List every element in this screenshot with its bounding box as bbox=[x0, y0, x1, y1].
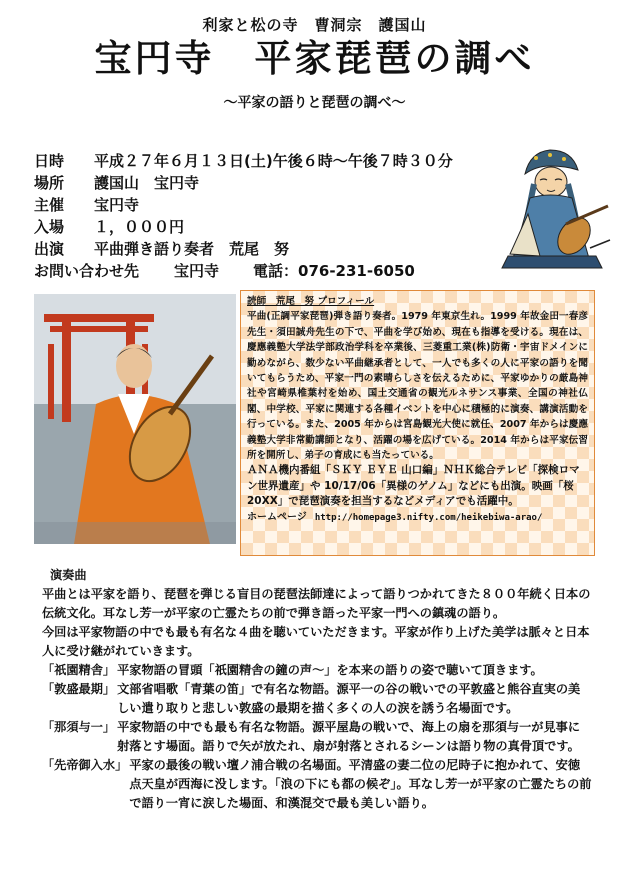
host-value: 宝円寺 bbox=[94, 196, 140, 214]
info-place-row bbox=[34, 172, 199, 194]
profile-media: ＡＮＡ機内番組「ＳＫＹ ＥＹＥ 山口編」ＮＨＫ総合テレビ「探検ロマン世界遺産」や 10/17/06「異様のゲノム」などにも出演。映画「桜 20XX」で琵琶演奏を担当するなどメディアでも活躍中。 bbox=[247, 464, 580, 508]
performer-label: 出演 bbox=[34, 240, 65, 258]
host-label: 主催 bbox=[34, 196, 65, 214]
date-value: 平成２７年６月１３日(土)午後６時～午後７時３０分 bbox=[94, 152, 453, 170]
contact-phone: 電話：076-231-6050 bbox=[253, 262, 415, 280]
info-host-row bbox=[34, 194, 139, 216]
performer-photo bbox=[34, 294, 236, 544]
info-performer-row bbox=[34, 238, 289, 260]
song-item bbox=[42, 661, 592, 680]
event-tagline: ～平家の語りと琵琶の調べ～ bbox=[223, 95, 406, 111]
performer-value: 平曲弾き語り奏者 荒尾 努 bbox=[94, 240, 290, 258]
song-item bbox=[42, 756, 592, 813]
info-fee-row bbox=[34, 216, 184, 238]
contact-value: 宝円寺 bbox=[174, 262, 220, 280]
fee-label: 入場 bbox=[34, 218, 65, 236]
profile-homepage bbox=[247, 510, 588, 526]
program-intro-1: 平曲とは平家を語り、琵琶を弾じる盲目の琵琶法師達によって語りつかれてきた８００年続く日本の伝統文化。耳なし芳一が平家の亡霊たちの前で弾き語った平家一門への鎮魂の語り。 bbox=[42, 587, 591, 620]
profile-body: 平曲(正調平家琵琶)弾き語り奏者。1979 年東京生れ。1999 年故金田一春彦先生・須田誠舟先生の下で、平曲を学び始め、現在も指導を受ける。現在は、慶應義塾大学法学部政治学科を卒業後、三菱重工業(株)防衛・宇宙ドメインに勤めながら、数少ない平曲継承者として、一人でも多くの人に平家の語りを聞いてもらうため、平家一門の素晴らしさを伝えるために、平家ゆかりの厳島神社や宮崎県椎葉村を始め、国土交通省の観光ルネサンス事業、全国の神社仏閣、中学校、平家に関連する各種イベントを中心に積極的に演奏、講演活動を行っている。また、2005 年からは宮島観光大使に就任、2007 年からは慶應義塾大学非常勤講師となり、活躍の場を広げている。2014 年からは平家伝習所を開所し、弟子の育成にも当たっている。 bbox=[247, 311, 588, 462]
date-label: 日時 bbox=[34, 152, 65, 170]
event-subtitle: 利家と松の寺 曹洞宗 護国山 bbox=[202, 16, 427, 34]
contact-label: お問い合わせ先 bbox=[34, 262, 140, 280]
song-description: 平家物語の冒頭「祇園精舎の鐘の声～」を本来の語りの姿で聴いて頂きます。 bbox=[117, 663, 543, 677]
song-name: 「那須与一」 bbox=[42, 720, 116, 734]
profile-heading: 読師 荒尾 努 プロフィール bbox=[247, 296, 375, 307]
event-title: 宝円寺 平家琵琶の調べ bbox=[94, 37, 535, 80]
info-date-row bbox=[34, 150, 453, 172]
program-section bbox=[42, 566, 592, 813]
song-description: 平家物語の中でも最も有名な物語。源平屋島の戦いで、海上の扇を那須与一が見事に射落とす場面。語りで矢が放たれ、扇が射落とされるシーンは語り物の真骨頂です。 bbox=[117, 720, 581, 753]
biwa-player-illustration bbox=[470, 144, 620, 272]
fee-value: １，０００円 bbox=[94, 218, 185, 236]
song-name: 「敦盛最期」 bbox=[42, 682, 116, 696]
song-description: 平家の最後の戦い壇ノ浦合戦の名場面。平清盛の妻二位の尼時子に抱かれて、安徳点天皇が西海に没します。「浪の下にも都の候ぞ」。耳なし芳一が平家の亡霊たちの前で語り一宵に涙した場面、和漢混交で最も美しい語り。 bbox=[129, 758, 592, 810]
song-item bbox=[42, 680, 592, 718]
song-name: 「祇園精舎」 bbox=[42, 663, 116, 677]
homepage-link[interactable]: http://homepage3.nifty.com/heikebiwa-arao/ bbox=[314, 512, 543, 523]
program-intro-2: 今回は平家物語の中でも最も有名な４曲を聴いていただきます。平家が作り上げた美学は脈々と日本人に受け継がれていきます。 bbox=[42, 625, 590, 658]
song-description: 文部省唱歌「青葉の笛」で有名な物語。源平一の谷の戦いでの平敦盛と熊谷直実の美しい遣り取りと悲しい敦盛の最期を描く多くの人の涙を誘う名場面です。 bbox=[117, 682, 581, 715]
performer-profile-box bbox=[240, 290, 595, 556]
place-label: 場所 bbox=[34, 174, 65, 192]
info-contact-row bbox=[34, 260, 415, 282]
song-item bbox=[42, 718, 592, 756]
program-heading: 演奏曲 bbox=[50, 568, 87, 582]
homepage-label: ホームページ bbox=[247, 511, 307, 523]
place-value: 護国山 宝円寺 bbox=[94, 174, 200, 192]
song-name: 「先帝御入水」 bbox=[42, 758, 128, 772]
